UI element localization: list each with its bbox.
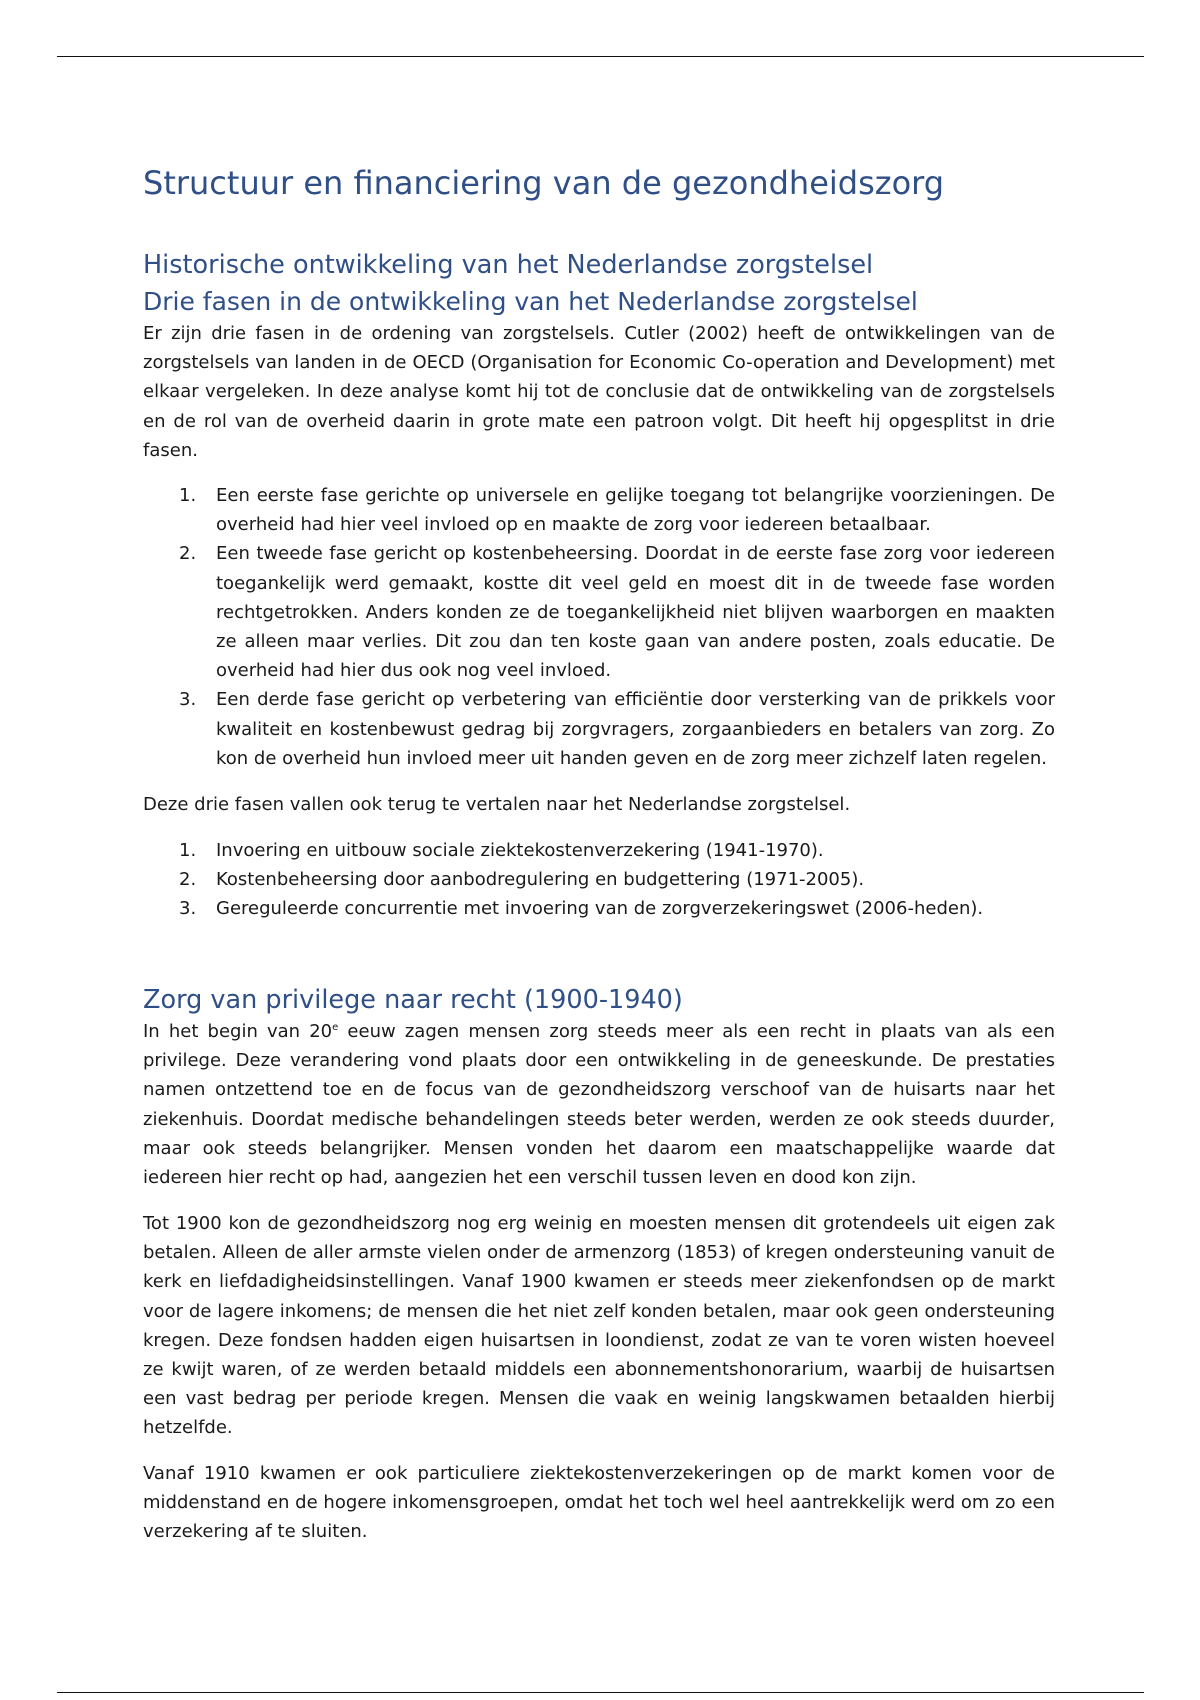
- header-rule: [57, 56, 1144, 57]
- list-item-text: Invoering en uitbouw sociale ziektekostenverzekering (1941-1970).: [216, 840, 824, 861]
- list-item: [143, 865, 1055, 894]
- list-number: 3.: [179, 689, 197, 711]
- list-number: 1.: [179, 840, 197, 861]
- list-item: [143, 481, 1055, 539]
- paragraph-privilege: [143, 1017, 1055, 1192]
- list-item: [143, 539, 1055, 685]
- list-number: 2.: [179, 543, 197, 565]
- list-item: [143, 685, 1055, 773]
- list-item-text: Gereguleerde concurrentie met invoering van de zorgverzekeringswet (2006-heden).: [216, 898, 984, 920]
- list-item-text: Een tweede fase gericht op kostenbeheersing. Doordat in de eerste fase zorg voor iedereen toegankelijk werd gemaakt, kostte dit veel geld en moest dit in de tweede fase worden rechtgetrokken. Anders konden ze de toegankelijkheid niet blijven waarborgen en maakten ze alleen maar verlies. Dit zou dan ten koste gaan van andere posten, zoals educatie. De overheid had hier dus ook nog veel invloed.: [216, 543, 1055, 682]
- subheading-three-phases: Drie fasen in de ontwikkeling van het Nederlandse zorgstelsel: [143, 287, 918, 316]
- list-item-text: Kostenbeheersing door aanbodregulering en budgettering (1971-2005).: [216, 869, 865, 891]
- list-item: [143, 894, 1055, 923]
- list-item: [143, 836, 1055, 865]
- list-item-text: Een eerste fase gerichte op universele en gelijke toegang tot belangrijke voorzieningen. De overheid had hier veel invloed op en maakte de zorg voor iedereen betaalbaar.: [216, 485, 1055, 536]
- dutch-phases-list: [143, 836, 1055, 924]
- paragraph-from-1910: Vanaf 1910 kwamen er ook particuliere ziektekostenverzekeringen op de markt komen voor de middenstand en de hogere inkomensgroepen, omdat het toch wel heel aantrekkelijk werd om zo een verzekering af te sluiten.: [143, 1463, 1055, 1543]
- paragraph-until-1900: Tot 1900 kon de gezondheidszorg nog erg weinig en moesten mensen dit grotendeels uit eigen zak betalen. Alleen de aller armste vielen onder de armenzorg (1853) of kregen ondersteuning vanuit de kerk en liefdadigheidsinstellingen. Vanaf 1900 kwamen er steeds meer ziekenfondsen op de markt voor de lagere inkomens; de mensen die het niet zelf konden betalen, maar ook geen ondersteuning kregen. Deze fondsen hadden eigen huisartsen in loondienst, zodat ze van te voren wisten hoeveel ze kwijt waren, of ze werden betaald middels een abonnementshonorarium, waarbij de huisartsen een vast bedrag per periode kregen. Mensen die vaak en weinig langskwamen betaalden hierbij hetzelfde.: [143, 1213, 1055, 1439]
- section-heading-history: Historische ontwikkeling van het Nederlandse zorgstelsel: [143, 250, 874, 280]
- phases-list: [143, 481, 1055, 773]
- section-heading-privilege: Zorg van privilege naar recht (1900-1940): [143, 985, 683, 1015]
- translation-intro: Deze drie fasen vallen ook terug te vertalen naar het Nederlandse zorgstelsel.: [143, 794, 851, 815]
- footer-rule: [57, 1692, 1144, 1693]
- list-item-text: Een derde fase gericht op verbetering van efficiëntie door versterking van de prikkels voor kwaliteit en kostenbewust gedrag bij zorgvragers, zorgaanbieders en betalers van zorg. Zo kon de overheid hun invloed meer uit handen geven en de zorg meer zichzelf laten regelen.: [216, 689, 1055, 769]
- list-number: 2.: [179, 869, 197, 891]
- paragraph-rest: eeuw zagen mensen zorg steeds meer als een recht in plaats van als een privilege. Deze verandering vond plaats door een ontwikkeling in de geneeskunde. De prestaties namen ontzettend toe en de focus van de gezondheidszorg verschoof van de huisarts naar het ziekenhuis. Doordat medische behandelingen steeds beter werden, werden ze ook steeds duurder, maar ook steeds belangrijker. Mensen vonden het daarom een maatschappelijke waarde dat iedereen hier recht op had, aangezien het een verschil tussen leven en dood kon zijn.: [143, 1021, 1055, 1189]
- paragraph-start: In het begin van 20: [143, 1021, 333, 1042]
- intro-paragraph: Er zijn drie fasen in de ordening van zorgstelsels. Cutler (2002) heeft de ontwikkelingen van de zorgstelsels van landen in de OECD (Organisation for Economic Co-operation and Development) met elkaar vergeleken. In deze analyse komt hij tot de conclusie dat de ontwikkeling van de zorgstelsels en de rol van de overheid daarin in grote mate een patroon volgt. Dit heeft hij opgesplitst in drie fasen.: [143, 323, 1055, 461]
- superscript: e: [332, 1022, 339, 1033]
- list-number: 1.: [179, 485, 197, 506]
- list-number: 3.: [179, 898, 197, 920]
- document-title: Structuur en financiering van de gezondheidszorg: [143, 164, 945, 202]
